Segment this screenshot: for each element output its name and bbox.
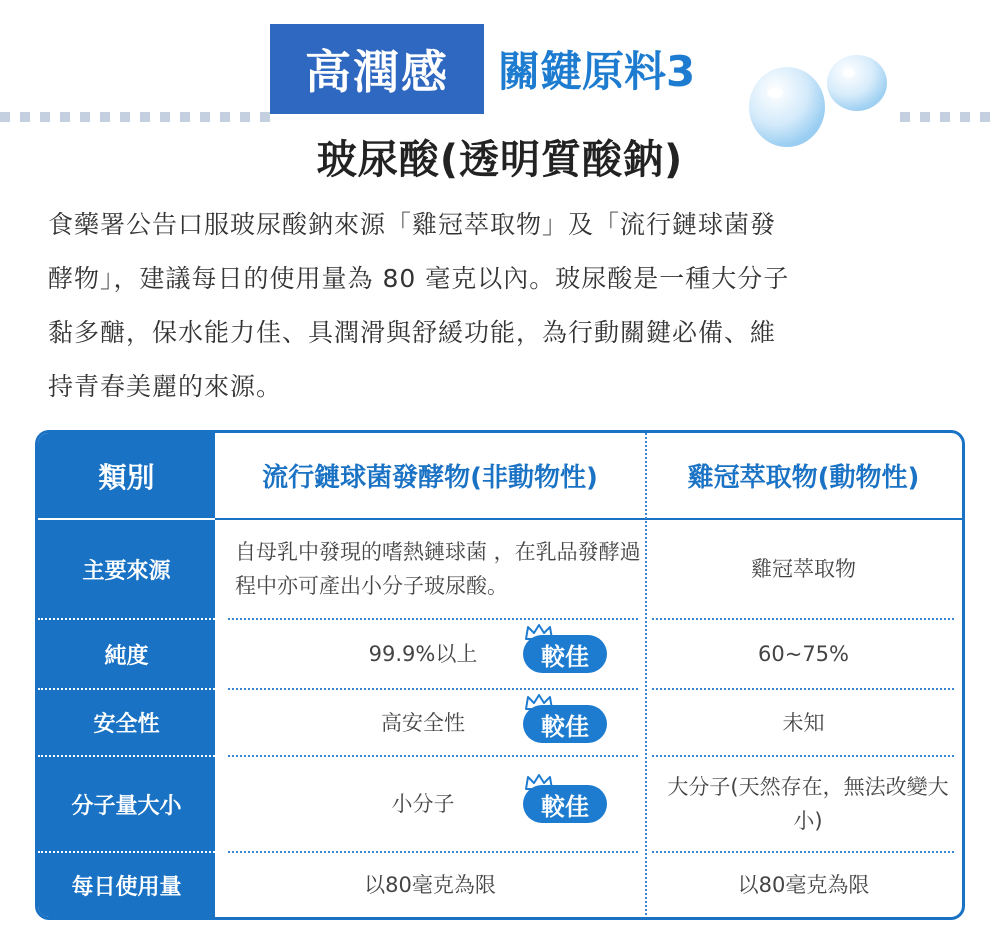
page-subtitle: 玻尿酸(透明質酸鈉) (316, 137, 684, 183)
cell-size-cockscomb: 大分子(天然存在，無法改變大小) (667, 775, 949, 833)
row-label-source: 主要來源 (82, 558, 171, 584)
column-divider (645, 433, 647, 920)
cell-source-fermentation: 自母乳中發現的嗜熱鏈球菌 ，在乳品發酵過程中亦可產出小分子玻尿酸。 (235, 540, 641, 598)
title-key-ingredient: 關鍵原料3 (498, 47, 696, 96)
intro-line: 酵物」，建議每日的使用量為 80 毫克以內。玻尿酸是一種大分子 (48, 264, 790, 293)
intro-line: 持青春美麗的來源。 (48, 372, 283, 401)
cell-purity-fermentation: 99.9%以上 (368, 642, 478, 666)
decorative-dots-left (0, 112, 270, 122)
cell-safety-fermentation: 高安全性 (381, 710, 465, 735)
better-badge: 較佳 (523, 785, 607, 823)
cell-purity-cockscomb: 60~75% (758, 642, 849, 666)
header-cockscomb: 雞冠萃取物(動物性) (687, 463, 920, 493)
comparison-table (35, 430, 965, 920)
intro-paragraph (48, 198, 953, 414)
cell-safety-cockscomb: 未知 (782, 710, 825, 735)
intro-line: 黏多醣，保水能力佳、具潤滑與舒緩功能，為行動關鍵必備、維 (48, 318, 777, 347)
row-label-molecular-size: 分子量大小 (71, 793, 182, 819)
row-label-purity: 純度 (104, 643, 149, 669)
header-category: 類別 (98, 460, 155, 494)
better-badge: 較佳 (523, 705, 607, 743)
cell-dosage-fermentation: 以80毫克為限 (364, 873, 496, 897)
row-label-daily-dosage: 每日使用量 (71, 874, 182, 900)
decorative-dots-right (900, 112, 990, 122)
title-badge: 高潤感 (270, 24, 484, 114)
better-badge: 較佳 (523, 635, 607, 673)
cell-size-fermentation: 小分子 (391, 792, 455, 816)
row-label-safety: 安全性 (93, 712, 160, 737)
header-fermentation: 流行鏈球菌發酵物(非動物性) (262, 463, 598, 493)
cell-source-cockscomb: 雞冠萃取物 (751, 557, 856, 581)
cell-dosage-cockscomb: 以80毫克為限 (737, 873, 870, 897)
intro-line: 食藥署公告口服玻尿酸鈉來源「雞冠萃取物」及「流行鏈球菌發 (48, 210, 777, 239)
